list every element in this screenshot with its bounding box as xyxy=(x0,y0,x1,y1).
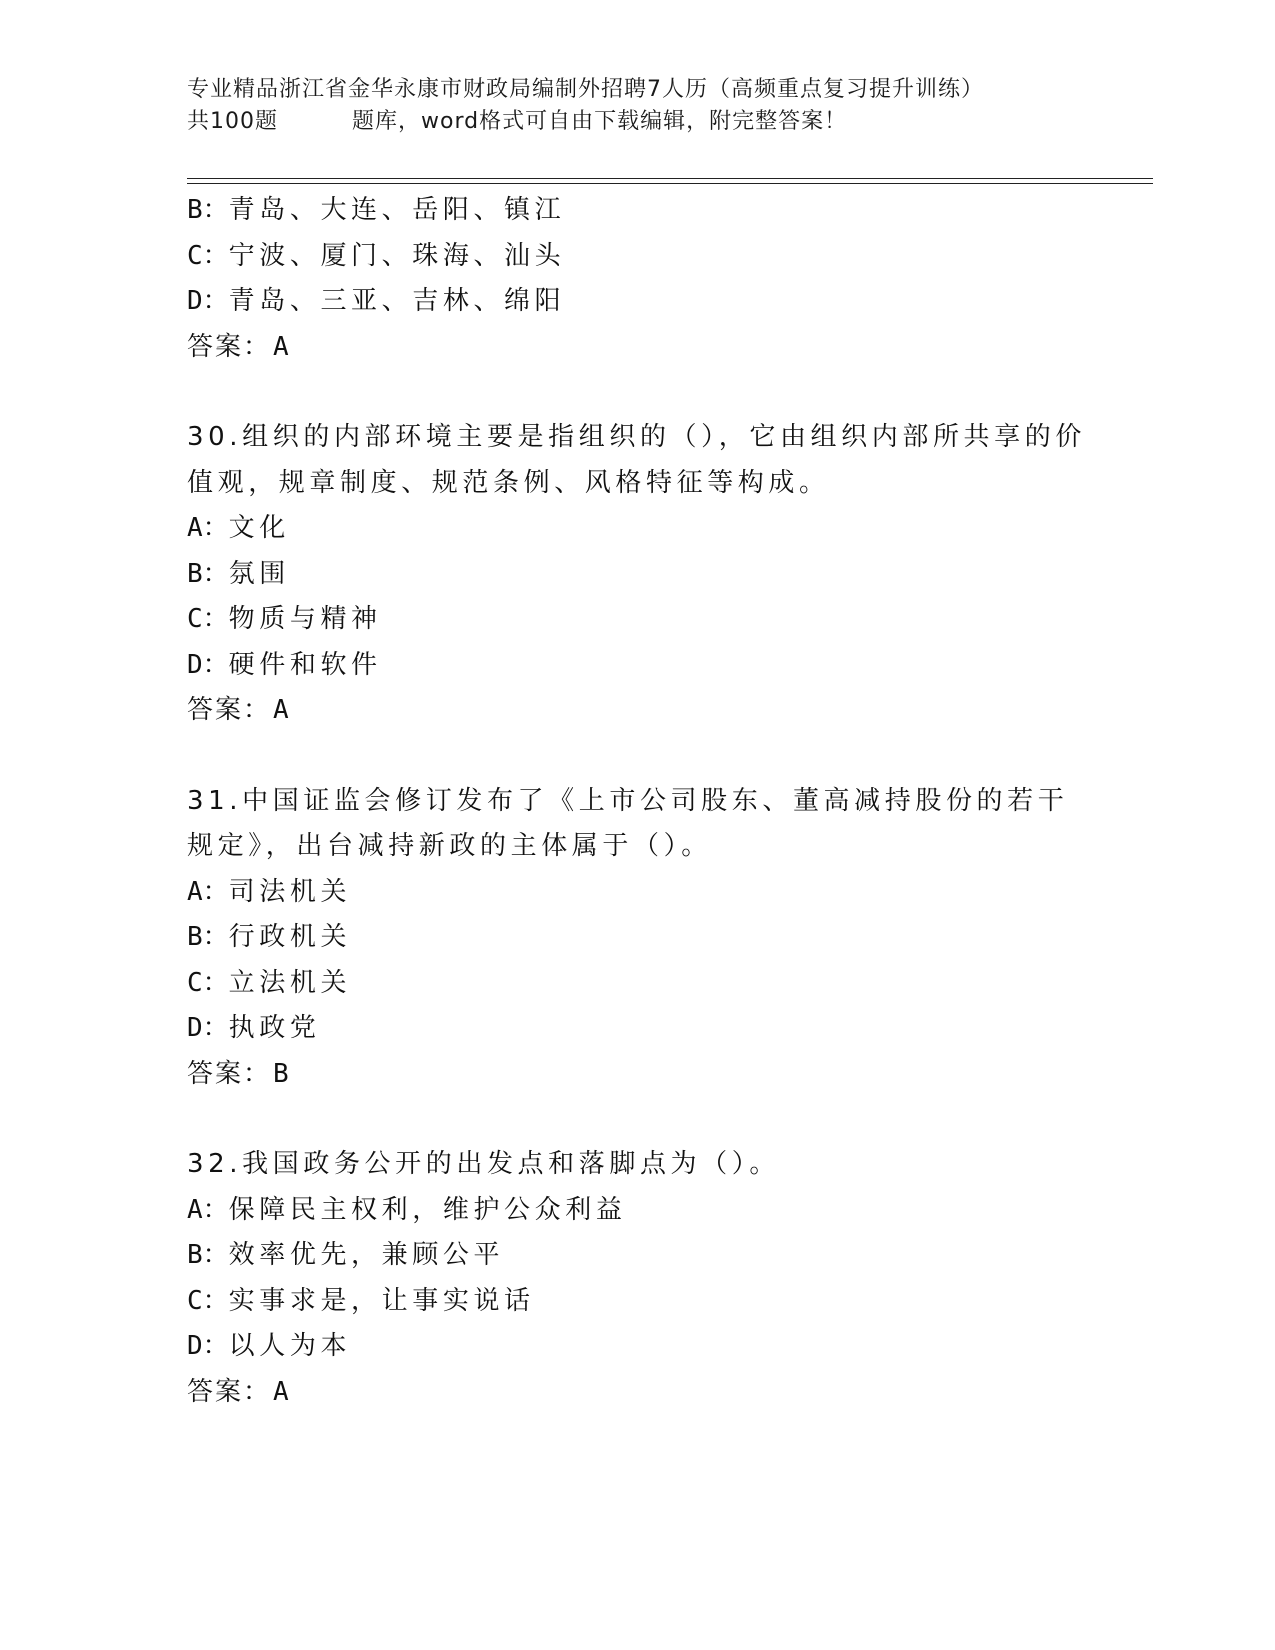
answer-label: 答案： xyxy=(187,695,272,725)
option-letter: B： xyxy=(187,1240,229,1270)
option-a xyxy=(187,506,1087,552)
question-text: 30.组织的内部环境主要是指组织的（），它由组织内部所共享的价值观，规章制度、规范条例、风格特征等构成。 xyxy=(187,422,1086,498)
answer-line xyxy=(187,688,1087,734)
option-letter: D： xyxy=(187,1013,229,1043)
question-block-continued xyxy=(187,188,1087,370)
document-title: 专业精品浙江省金华永康市财政局编制外招聘7人历（高频重点复习提升训练） xyxy=(187,77,984,102)
option-d xyxy=(187,1006,1087,1052)
option-text: 氛围 xyxy=(228,558,290,589)
answer-value: A xyxy=(273,695,291,725)
option-text: 执政党 xyxy=(228,1013,321,1043)
answer-value: A xyxy=(273,1376,291,1407)
option-text: 司法机关 xyxy=(228,876,352,907)
option-letter: D： xyxy=(187,649,229,680)
option-c xyxy=(187,1279,1087,1325)
document-header xyxy=(187,74,1087,138)
option-letter: D： xyxy=(187,1331,229,1361)
option-text: 宁波、厦门、珠海、汕头 xyxy=(228,240,566,271)
option-letter: B： xyxy=(187,195,229,225)
answer-line xyxy=(187,1370,1087,1416)
option-letter: C： xyxy=(187,967,229,998)
option-c xyxy=(187,597,1087,643)
question-block-32 xyxy=(187,1142,1087,1415)
option-text: 青岛、三亚、吉林、绵阳 xyxy=(228,286,566,316)
answer-value: A xyxy=(273,331,291,362)
question-block-30 xyxy=(187,415,1087,734)
header-divider-top xyxy=(187,178,1153,179)
option-letter: C： xyxy=(187,240,229,271)
option-b xyxy=(187,915,1087,961)
option-text: 效率优先，兼顾公平 xyxy=(228,1240,505,1270)
option-text: 保障民主权利，维护公众利益 xyxy=(228,1194,627,1225)
option-letter: B： xyxy=(187,558,229,589)
option-text: 物质与精神 xyxy=(228,604,382,634)
question-list xyxy=(187,188,1087,1415)
option-text: 立法机关 xyxy=(228,967,352,998)
option-d xyxy=(187,643,1087,689)
header-divider-bottom xyxy=(187,183,1153,184)
option-a xyxy=(187,1188,1087,1234)
option-text: 文化 xyxy=(228,513,290,543)
option-text: 硬件和软件 xyxy=(228,649,382,680)
question-count: 共100题 xyxy=(187,109,278,134)
option-letter: C： xyxy=(187,1285,229,1316)
option-letter: B： xyxy=(187,922,229,952)
option-letter: A： xyxy=(187,1194,229,1225)
question-text: 31.中国证监会修订发布了《上市公司股东、董高减持股份的若干规定》，出台减持新政的主体属于（）。 xyxy=(187,785,1069,861)
answer-label: 答案： xyxy=(187,1058,272,1089)
answer-label: 答案： xyxy=(187,331,272,362)
answer-value: B xyxy=(273,1058,291,1089)
option-b xyxy=(187,1233,1087,1279)
question-block-31 xyxy=(187,779,1087,1098)
answer-label: 答案： xyxy=(187,1376,272,1407)
question-text: 32.我国政务公开的出发点和落脚点为（）。 xyxy=(187,1149,780,1179)
option-letter: A： xyxy=(187,876,229,907)
option-text: 实事求是，让事实说话 xyxy=(228,1285,535,1316)
document-subtitle: 题库，word格式可自由下载编辑，附完整答案！ xyxy=(352,109,848,134)
option-d xyxy=(187,279,1087,325)
option-d xyxy=(187,1324,1087,1370)
header-line-2 xyxy=(187,106,1087,138)
option-text: 以人为本 xyxy=(228,1331,352,1361)
answer-line xyxy=(187,325,1087,371)
option-letter: A： xyxy=(187,513,229,543)
option-letter: C： xyxy=(187,604,229,634)
option-text: 青岛、大连、岳阳、镇江 xyxy=(228,195,566,225)
option-c xyxy=(187,234,1087,280)
option-letter: D： xyxy=(187,286,229,316)
option-b xyxy=(187,188,1087,234)
option-text: 行政机关 xyxy=(228,922,352,952)
option-a xyxy=(187,870,1087,916)
answer-line xyxy=(187,1052,1087,1098)
option-b xyxy=(187,552,1087,598)
option-c xyxy=(187,961,1087,1007)
